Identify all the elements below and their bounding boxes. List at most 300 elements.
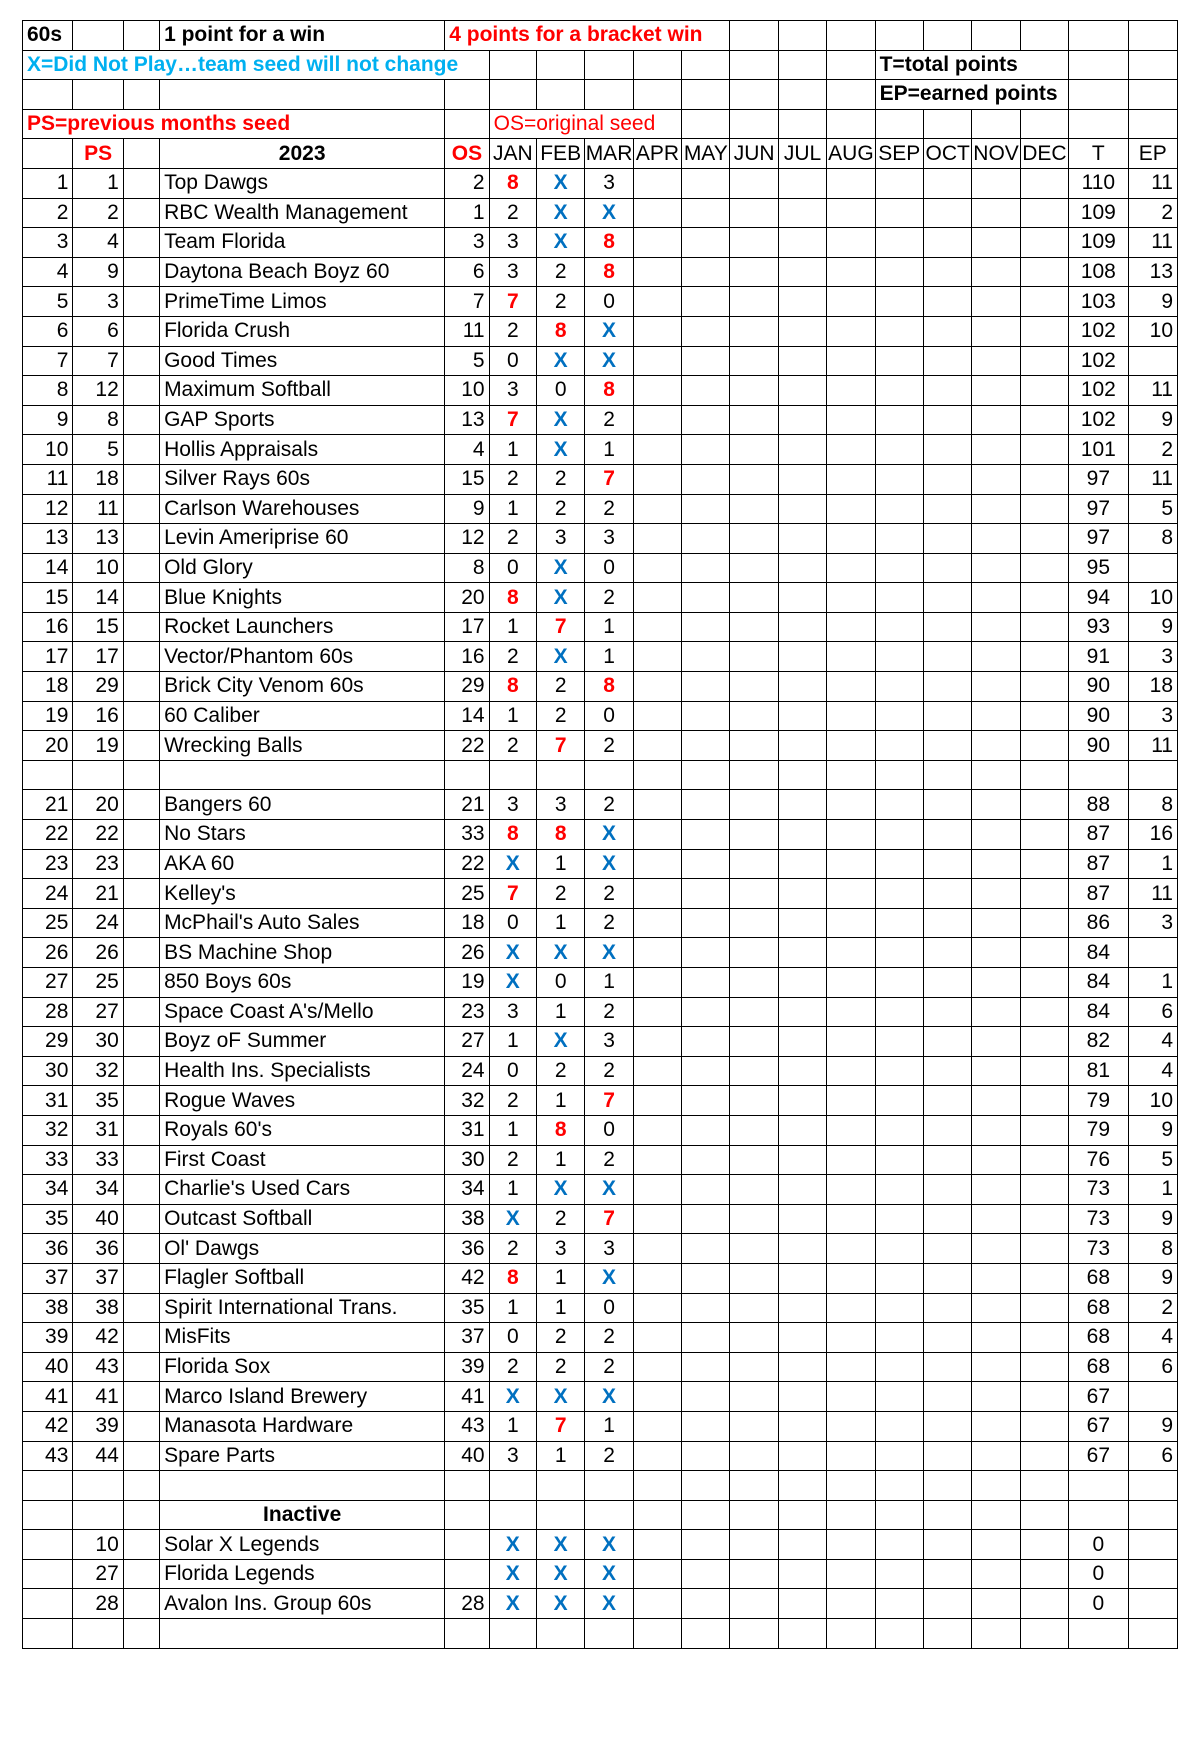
empty-month-cell [778,1559,826,1589]
ps-cell: 26 [73,938,123,968]
empty-month-cell [972,820,1020,850]
empty-month-cell [972,1530,1020,1560]
team-name: GAP Sports [160,405,445,435]
empty-month-cell [778,168,826,198]
earned-cell: 3 [1128,908,1177,938]
jan-cell: 3 [489,997,536,1027]
empty-month-cell [1020,997,1068,1027]
empty-month-cell [730,1441,778,1471]
empty-month-cell [682,790,730,820]
os-cell: 40 [445,1441,489,1471]
empty-month-cell [972,494,1020,524]
empty-month-cell [778,642,826,672]
empty-month-cell [923,1411,971,1441]
os-cell: 23 [445,997,489,1027]
empty-month-cell [923,790,971,820]
feb-cell: 7 [536,612,584,642]
feb-cell: 1 [536,1441,584,1471]
earned-cell: 4 [1128,1027,1177,1057]
empty-cell [123,1027,159,1057]
empty-month-cell [875,1323,923,1353]
feb-cell: 2 [536,287,584,317]
rank-cell: 31 [23,1086,73,1116]
rank-cell: 8 [23,376,73,406]
empty-month-cell [923,1263,971,1293]
empty-month-cell [923,494,971,524]
total-cell: 102 [1069,316,1128,346]
earned-cell: 11 [1128,464,1177,494]
rank-cell: 20 [23,731,73,761]
os-cell: 22 [445,849,489,879]
rank-cell: 2 [23,198,73,228]
os-cell: 13 [445,405,489,435]
empty-month-cell [875,1530,923,1560]
feb-cell: 3 [536,524,584,554]
rank-cell: 41 [23,1382,73,1412]
empty-month-cell [875,790,923,820]
empty-month-cell [633,938,681,968]
os-cell: 43 [445,1411,489,1441]
empty-cell [489,50,536,80]
empty-month-cell [682,1352,730,1382]
mar-cell: 7 [585,1086,633,1116]
ep-rule: EP=earned points [875,80,1069,110]
t-rule: T=total points [875,50,1069,80]
earned-cell: 4 [1128,1056,1177,1086]
empty-cell [73,21,123,51]
feb-cell: X [536,1382,584,1412]
empty-month-cell [1020,1263,1068,1293]
empty-month-cell [923,1086,971,1116]
empty-month-cell [875,553,923,583]
jan-cell: X [489,1559,536,1589]
empty-month-cell [875,1293,923,1323]
empty-month-cell [778,1056,826,1086]
feb-cell: X [536,938,584,968]
empty-month-cell [1020,1145,1068,1175]
rank-cell: 18 [23,672,73,702]
empty-month-cell [923,612,971,642]
empty-month-cell [923,524,971,554]
empty-month-cell [1020,938,1068,968]
feb-cell: 1 [536,997,584,1027]
empty-month-cell [875,1145,923,1175]
month-header-apr: APR [633,139,681,169]
jan-cell: 3 [489,790,536,820]
empty-month-cell [633,405,681,435]
feb-cell: 8 [536,820,584,850]
empty-month-cell [778,612,826,642]
os-cell: 19 [445,968,489,998]
empty-month-cell [923,1530,971,1560]
feb-cell: 8 [536,1115,584,1145]
team-row [23,198,1178,228]
feb-cell: X [536,642,584,672]
empty-month-cell [682,612,730,642]
empty-month-cell [923,938,971,968]
total-cell: 91 [1069,642,1128,672]
jan-cell: 8 [489,583,536,613]
empty-cell [123,21,159,51]
empty-month-cell [875,820,923,850]
empty-cell [730,50,778,80]
team-name: Top Dawgs [160,168,445,198]
ps-cell: 30 [73,1027,123,1057]
mar-cell: 2 [585,1441,633,1471]
empty-month-cell [923,346,971,376]
team-name: 850 Boys 60s [160,968,445,998]
empty-month-cell [923,879,971,909]
team-row [23,1175,1178,1205]
rank-cell: 43 [23,1441,73,1471]
empty-cell [536,50,584,80]
team-name: Vector/Phantom 60s [160,642,445,672]
team-row [23,494,1178,524]
team-row [23,612,1178,642]
empty-month-cell [682,968,730,998]
empty-month-cell [778,672,826,702]
mar-cell: 3 [585,168,633,198]
empty-month-cell [633,642,681,672]
team-row [23,731,1178,761]
empty-month-cell [730,1263,778,1293]
team-name: PrimeTime Limos [160,287,445,317]
empty-cell [123,1441,159,1471]
rank-cell: 7 [23,346,73,376]
mar-cell: 0 [585,1293,633,1323]
earned-header: EP [1128,139,1177,169]
os-cell: 38 [445,1204,489,1234]
empty-cell [123,1352,159,1382]
empty-month-cell [682,1382,730,1412]
rank-cell: 6 [23,316,73,346]
total-cell: 84 [1069,938,1128,968]
header-row-1 [23,21,1178,51]
total-cell: 88 [1069,790,1128,820]
feb-cell: X [536,346,584,376]
team-name: Rogue Waves [160,1086,445,1116]
earned-cell: 11 [1128,168,1177,198]
empty-month-cell [730,1382,778,1412]
ps-cell: 44 [73,1441,123,1471]
empty-month-cell [633,346,681,376]
earned-cell: 10 [1128,583,1177,613]
empty-month-cell [972,1293,1020,1323]
jan-cell: X [489,1204,536,1234]
empty-month-cell [875,1115,923,1145]
empty-month-cell [875,701,923,731]
empty-month-cell [923,1559,971,1589]
empty-month-cell [633,1352,681,1382]
team-row [23,642,1178,672]
feb-cell: 2 [536,879,584,909]
jan-cell: 0 [489,1323,536,1353]
team-name: Maximum Softball [160,376,445,406]
ps-cell: 39 [73,1411,123,1441]
empty-month-cell [778,1145,826,1175]
division-label: 60s [23,21,73,51]
empty-month-cell [875,1056,923,1086]
team-row [23,1204,1178,1234]
earned-cell: 9 [1128,612,1177,642]
rank-cell: 22 [23,820,73,850]
empty-month-cell [1020,346,1068,376]
ps-cell: 31 [73,1115,123,1145]
empty-cell [123,1323,159,1353]
empty-month-cell [730,672,778,702]
empty-month-cell [875,968,923,998]
feb-cell: X [536,583,584,613]
team-row [23,524,1178,554]
feb-cell: 1 [536,1263,584,1293]
empty-month-cell [827,287,875,317]
feb-cell: X [536,228,584,258]
rank-cell [23,1589,73,1619]
empty-month-cell [827,938,875,968]
empty-month-cell [923,198,971,228]
earned-cell: 13 [1128,257,1177,287]
team-row [23,1115,1178,1145]
empty-month-cell [923,405,971,435]
os-cell: 33 [445,820,489,850]
os-rule: OS=original seed [489,109,681,139]
team-name: Spirit International Trans. [160,1293,445,1323]
empty-month-cell [875,1589,923,1619]
empty-month-cell [730,1530,778,1560]
jan-cell: 8 [489,672,536,702]
team-row [23,1559,1178,1589]
empty-month-cell [633,198,681,228]
jan-cell: 2 [489,731,536,761]
empty-month-cell [875,494,923,524]
empty-month-cell [827,494,875,524]
month-header-may: MAY [682,139,730,169]
empty-cell [123,376,159,406]
rank-cell: 4 [23,257,73,287]
os-cell: 42 [445,1263,489,1293]
total-cell: 0 [1069,1589,1128,1619]
total-cell: 97 [1069,524,1128,554]
empty-month-cell [633,168,681,198]
empty-month-cell [875,1027,923,1057]
jan-cell: 2 [489,1352,536,1382]
empty-month-cell [827,1323,875,1353]
empty-month-cell [923,1441,971,1471]
month-header-sep: SEP [875,139,923,169]
empty-month-cell [875,228,923,258]
empty-month-cell [682,1056,730,1086]
rank-cell: 40 [23,1352,73,1382]
month-header-jan: JAN [489,139,536,169]
empty-month-cell [875,287,923,317]
empty-cell [123,435,159,465]
empty-month-cell [875,1204,923,1234]
empty-month-cell [730,642,778,672]
empty-cell [1020,21,1068,51]
team-row [23,1234,1178,1264]
mar-cell: 8 [585,672,633,702]
ps-cell: 2 [73,198,123,228]
empty-month-cell [923,316,971,346]
jan-cell: X [489,1382,536,1412]
mar-cell: 7 [585,464,633,494]
jan-cell: 1 [489,435,536,465]
empty-month-cell [730,553,778,583]
empty-month-cell [972,1204,1020,1234]
empty-month-cell [633,820,681,850]
mar-cell: 2 [585,583,633,613]
total-cell: 0 [1069,1559,1128,1589]
ps-cell: 10 [73,1530,123,1560]
team-row [23,790,1178,820]
empty-month-cell [875,672,923,702]
os-cell: 3 [445,228,489,258]
mar-cell: X [585,849,633,879]
ps-cell: 28 [73,1589,123,1619]
empty-month-cell [633,1411,681,1441]
ps-cell: 14 [73,583,123,613]
ps-cell: 36 [73,1234,123,1264]
rank-cell: 37 [23,1263,73,1293]
rank-cell: 16 [23,612,73,642]
empty-month-cell [972,1589,1020,1619]
feb-cell: 7 [536,731,584,761]
total-cell: 108 [1069,257,1128,287]
empty-month-cell [972,228,1020,258]
os-cell: 41 [445,1382,489,1412]
empty-month-cell [923,228,971,258]
x-rule: X=Did Not Play…team seed will not change [23,50,490,80]
empty-month-cell [633,908,681,938]
team-name: Marco Island Brewery [160,1382,445,1412]
mar-cell: 3 [585,1234,633,1264]
empty-month-cell [827,820,875,850]
empty-month-cell [972,1352,1020,1382]
rank-cell: 17 [23,642,73,672]
empty-month-cell [875,1559,923,1589]
empty-cell [633,50,681,80]
empty-month-cell [875,879,923,909]
empty-month-cell [730,316,778,346]
empty-month-cell [923,820,971,850]
empty-month-cell [778,879,826,909]
empty-month-cell [633,672,681,702]
empty-cell [123,908,159,938]
ps-cell: 6 [73,316,123,346]
total-cell: 67 [1069,1441,1128,1471]
mar-cell: X [585,198,633,228]
team-name: Avalon Ins. Group 60s [160,1589,445,1619]
feb-cell: 1 [536,1086,584,1116]
empty-month-cell [875,524,923,554]
empty-month-cell [633,1086,681,1116]
empty-month-cell [1020,1175,1068,1205]
mar-cell: 2 [585,879,633,909]
ps-cell: 20 [73,790,123,820]
mar-cell: 0 [585,1115,633,1145]
team-name: Boyz oF Summer [160,1027,445,1057]
empty-month-cell [682,524,730,554]
month-header-dec: DEC [1020,139,1068,169]
total-cell: 102 [1069,346,1128,376]
team-row [23,553,1178,583]
mar-cell: 2 [585,1323,633,1353]
empty-month-cell [827,642,875,672]
month-header-feb: FEB [536,139,584,169]
empty-month-cell [875,997,923,1027]
os-cell: 34 [445,1175,489,1205]
empty-month-cell [972,1559,1020,1589]
empty-month-cell [1020,731,1068,761]
empty-cell [123,553,159,583]
rank-cell: 29 [23,1027,73,1057]
empty-month-cell [923,849,971,879]
empty-month-cell [827,1175,875,1205]
jan-cell: 1 [489,494,536,524]
empty-month-cell [875,1175,923,1205]
empty-month-cell [1020,494,1068,524]
empty-month-cell [972,938,1020,968]
empty-month-cell [1020,968,1068,998]
team-name: Rocket Launchers [160,612,445,642]
empty-month-cell [827,1382,875,1412]
empty-month-cell [972,257,1020,287]
team-name: Hollis Appraisals [160,435,445,465]
os-cell: 22 [445,731,489,761]
ps-cell: 1 [73,168,123,198]
earned-cell: 6 [1128,997,1177,1027]
empty-cell [1069,21,1128,51]
empty-month-cell [682,198,730,228]
empty-month-cell [1020,1441,1068,1471]
empty-month-cell [682,672,730,702]
earned-cell: 11 [1128,879,1177,909]
team-row [23,346,1178,376]
empty-month-cell [730,464,778,494]
ps-cell: 5 [73,435,123,465]
empty-month-cell [1020,1115,1068,1145]
rank-cell: 5 [23,287,73,317]
empty-month-cell [682,849,730,879]
team-row [23,228,1178,258]
team-row [23,1086,1178,1116]
empty-cell [778,50,826,80]
mar-cell: 8 [585,257,633,287]
empty-month-cell [1020,642,1068,672]
empty-month-cell [778,1115,826,1145]
jan-cell: 1 [489,612,536,642]
empty-month-cell [827,1559,875,1589]
earned-cell: 9 [1128,1115,1177,1145]
jan-cell: 7 [489,405,536,435]
total-cell: 73 [1069,1175,1128,1205]
empty-cell [123,1234,159,1264]
team-name: Blue Knights [160,583,445,613]
feb-cell: X [536,1027,584,1057]
team-row [23,1056,1178,1086]
ps-cell: 37 [73,1263,123,1293]
empty-month-cell [633,257,681,287]
empty-month-cell [875,908,923,938]
rank-cell: 26 [23,938,73,968]
header-row-2 [23,50,1178,80]
os-cell: 26 [445,938,489,968]
team-row [23,405,1178,435]
rank-cell [23,1559,73,1589]
empty-month-cell [682,1530,730,1560]
empty-cell [123,287,159,317]
ps-cell: 13 [73,524,123,554]
